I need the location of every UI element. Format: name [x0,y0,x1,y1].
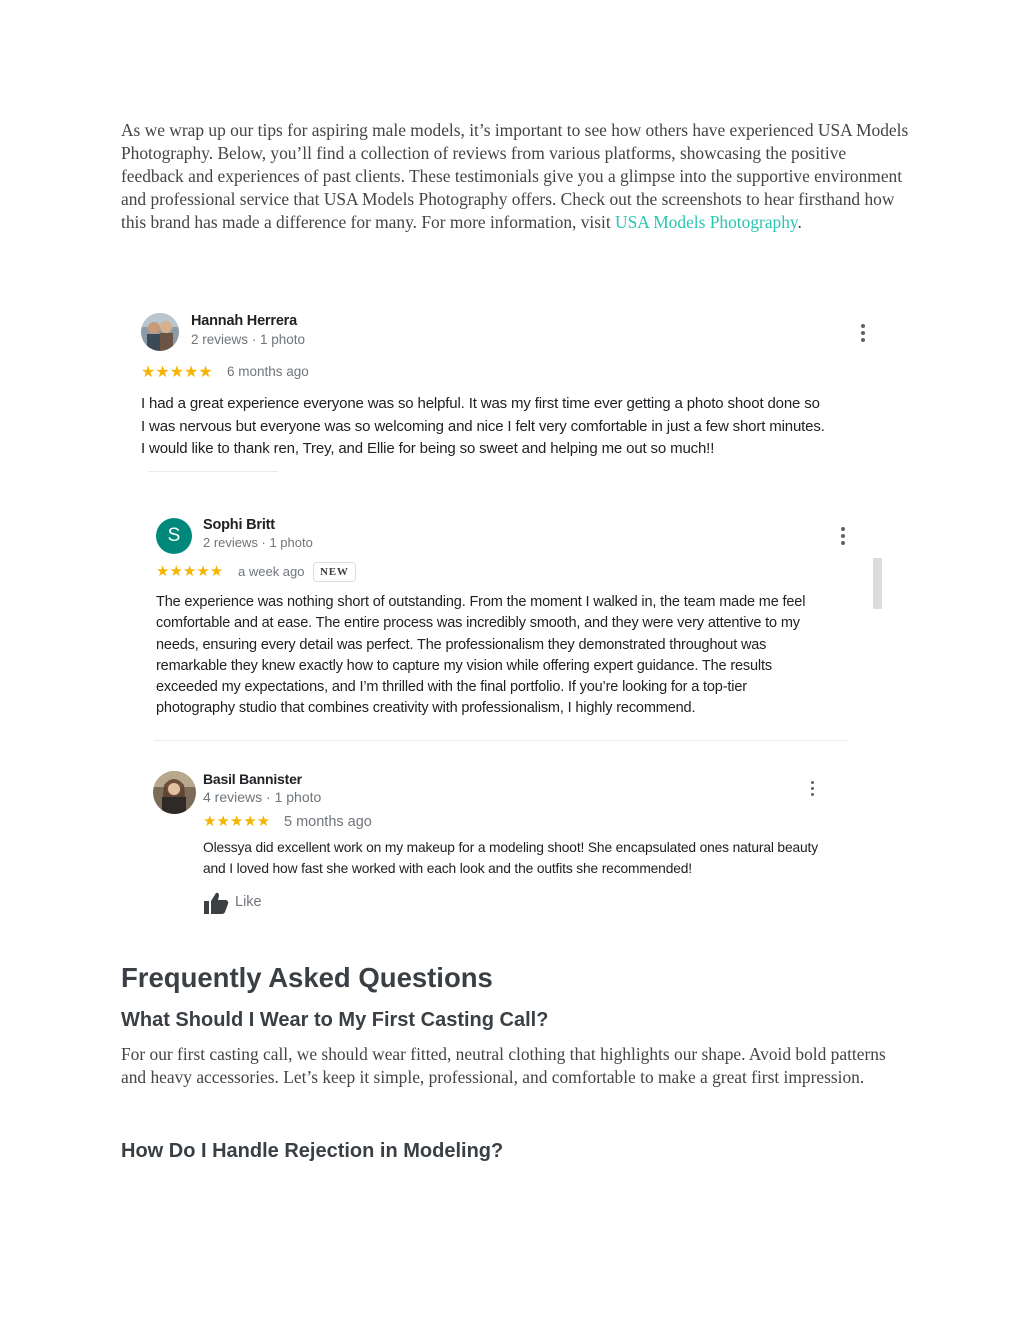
rating-stars: ★★★★★ [141,364,213,381]
intro-text: As we wrap up our tips for aspiring male models, it’s important to see how others have experienced USA Models Photography. Below, you’ll find a collection of reviews from various platforms, showcasing the positive feedback and experiences of past clients. These testimonials give you a glimpse into the supportive environment and professional service that USA Models Photography offers. Check out the screenshots to hear firsthand how this brand has made a difference for many. For more information, visit [121,120,909,232]
new-badge: NEW [313,562,356,582]
reviewer-meta: 2 reviews · 1 photo [191,332,306,347]
review-line: comfortable and at ease. The entire process was incredibly smooth, and they were very attentive to my [156,615,800,632]
review-date: a week ago [238,564,305,579]
intro-paragraph [121,119,911,234]
reviewer-name[interactable]: Hannah Herrera [191,313,297,329]
review-text [203,838,863,879]
rating-stars: ★★★★★ [156,563,224,580]
avatar[interactable] [153,771,196,814]
rating-stars: ★★★★★ [203,813,271,830]
review-line: needs, ensuring every detail was perfect. The professionalism they demonstrated throughout was [156,636,767,653]
divider [148,471,278,472]
review-line: and I loved how fast she worked with each look and the outfits she recommended! [203,860,692,876]
intro-end: . [797,212,802,232]
faq-heading: Frequently Asked Questions [121,962,493,993]
review-date: 6 months ago [227,364,309,379]
review-text [156,592,856,720]
review-text [141,393,901,461]
faq-question-2: How Do I Handle Rejection in Modeling? [121,1140,504,1162]
review-line: exceeded my expectations, and I’m thrilled with the final portfolio. If you’re looking for a top-tier [156,679,747,696]
reviewer-name[interactable]: Basil Bannister [203,771,302,787]
faq-question-1: What Should I Wear to My First Casting Call? [121,1009,549,1031]
review-line: The experience was nothing short of outstanding. From the moment I walked in, the team made me feel [156,594,806,610]
avatar[interactable] [141,313,179,351]
avatar[interactable] [156,518,192,554]
review-line: remarkable they knew exactly how to capture my vision while offering expert guidance. The results [156,657,772,674]
reviewer-meta: 2 reviews · 1 photo [203,535,313,550]
more-options-icon[interactable] [840,527,846,548]
review-line: I was nervous but everyone was so welcoming and nice I felt very comfortable in just a few short minutes. [141,417,825,435]
more-options-icon[interactable] [860,324,866,345]
thumbs-up-icon [203,892,229,919]
scrollbar[interactable] [873,558,882,609]
usa-models-link[interactable]: USA Models Photography [615,212,798,232]
reviewer-name[interactable]: Sophi Britt [203,517,275,533]
avatar-initial: S [167,525,181,546]
divider [154,740,848,741]
review-line: photography studio that combines creativity with professionalism, I highly recommend. [156,700,696,717]
like-label: Like [235,894,262,910]
faq-answer-1: For our first casting call, we should wear fitted, neutral clothing that highlights our shape. Avoid bold patterns and heavy accessories. Let’s keep it simple, professional, and comfortable to make a great first impression. [121,1044,886,1087]
review-date: 5 months ago [284,814,372,830]
more-options-icon[interactable] [809,781,815,799]
review-line: I had a great experience everyone was so helpful. It was my first time ever getting a photo shoot done so [141,395,820,412]
reviewer-meta: 4 reviews · 1 photo [203,789,322,805]
review-line: I would like to thank ren, Trey, and Ellie for being so sweet and helping me out so much!! [141,440,715,457]
review-line: Olessya did excellent work on my makeup for a modeling shoot! She encapsulated ones natural beauty [203,840,818,855]
